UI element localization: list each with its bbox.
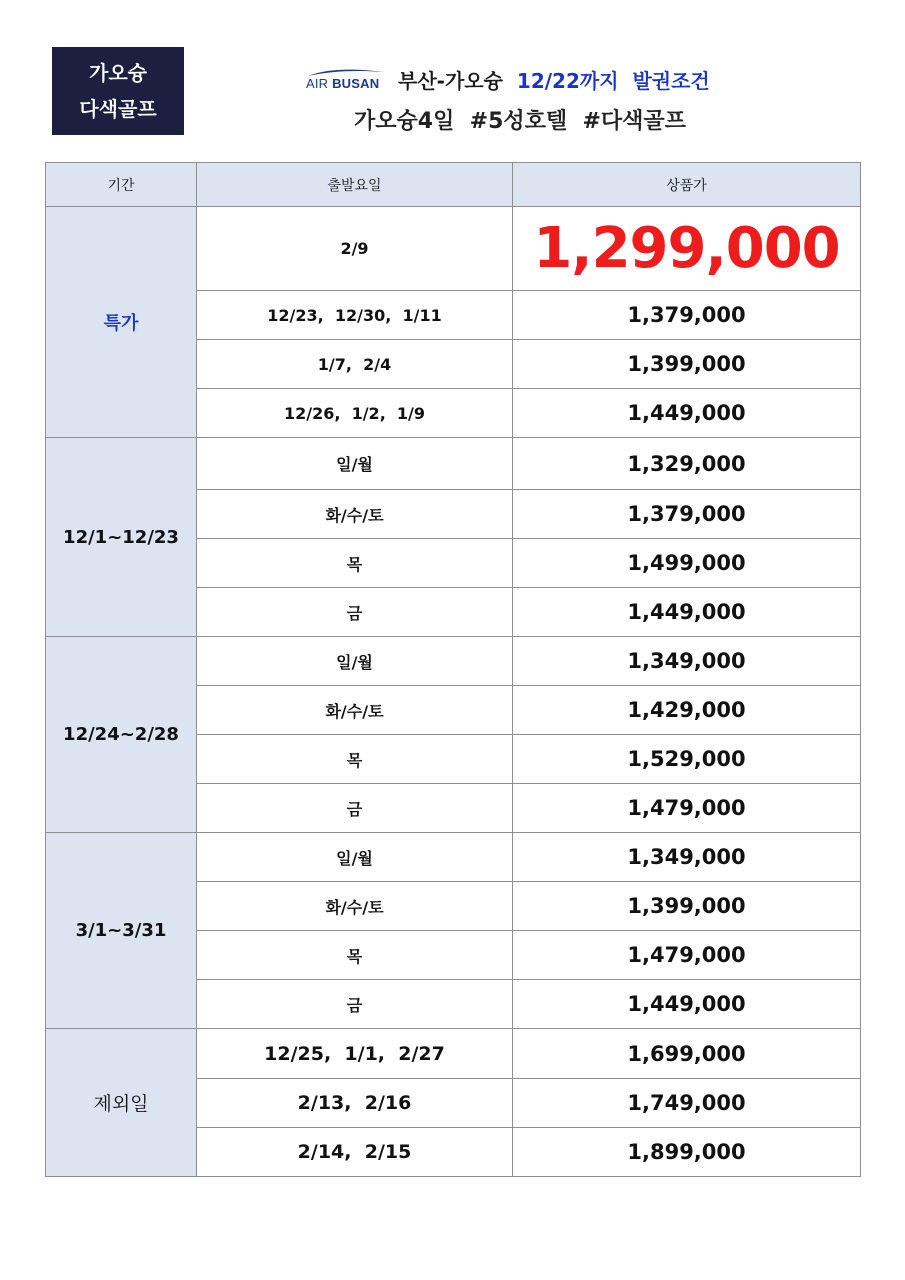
- departure-cell: 목: [197, 539, 513, 588]
- departure-cell: 목: [197, 931, 513, 980]
- air-busan-logo: [306, 68, 386, 91]
- price-cell: 1,899,000: [513, 1128, 861, 1177]
- price-cell: 1,349,000: [513, 833, 861, 882]
- badge-line-1: 가오슝: [89, 61, 147, 85]
- price-cell: 1,449,000: [513, 980, 861, 1029]
- price-cell: 1,749,000: [513, 1079, 861, 1128]
- table-row: [46, 833, 861, 882]
- departure-cell: 2/9: [197, 207, 513, 291]
- departure-cell: 금: [197, 588, 513, 637]
- airline-name: BUSAN: [332, 75, 380, 91]
- departure-cell: 화/수/토: [197, 686, 513, 735]
- departure-cell: 12/25, 1/1, 2/27: [197, 1029, 513, 1079]
- period-cell: 제외일: [46, 1029, 197, 1177]
- departure-cell: 2/14, 2/15: [197, 1128, 513, 1177]
- period-cell: 12/1~12/23: [46, 438, 197, 637]
- price-cell: 1,429,000: [513, 686, 861, 735]
- table-row: [46, 637, 861, 686]
- departure-cell: 일/월: [197, 438, 513, 490]
- price-cell: 1,479,000: [513, 931, 861, 980]
- price-table: [45, 162, 861, 1177]
- departure-cell: 금: [197, 784, 513, 833]
- price-cell: 1,529,000: [513, 735, 861, 784]
- price-cell: 1,449,000: [513, 389, 861, 438]
- ticketing-condition: 12/22까지 발권조건: [516, 68, 710, 93]
- period-cell: 특가: [46, 207, 197, 438]
- price-cell: 1,329,000: [513, 438, 861, 490]
- departure-cell: 목: [197, 735, 513, 784]
- airline-prefix: AIR: [306, 75, 329, 91]
- departure-cell: 12/23, 12/30, 1/11: [197, 291, 513, 340]
- price-cell: 1,499,000: [513, 539, 861, 588]
- highlight-price-cell: 1,299,000: [513, 207, 861, 291]
- price-cell: 1,379,000: [513, 291, 861, 340]
- departure-cell: 일/월: [197, 637, 513, 686]
- table-row: [46, 438, 861, 490]
- route-text: 부산-가오슝: [398, 68, 503, 93]
- price-cell: 1,399,000: [513, 340, 861, 389]
- departure-cell: 금: [197, 980, 513, 1029]
- departure-cell: 12/26, 1/2, 1/9: [197, 389, 513, 438]
- period-cell: 12/24~2/28: [46, 637, 197, 833]
- table-header-row: [46, 163, 861, 207]
- badge-line-2: 다색골프: [79, 97, 157, 121]
- column-header-period: 기간: [46, 163, 197, 207]
- price-cell: 1,379,000: [513, 490, 861, 539]
- departure-cell: 화/수/토: [197, 490, 513, 539]
- departure-cell: 1/7, 2/4: [197, 340, 513, 389]
- departure-cell: 일/월: [197, 833, 513, 882]
- table-row: [46, 207, 861, 291]
- price-cell: 1,449,000: [513, 588, 861, 637]
- column-header-departure: 출발요일: [197, 163, 513, 207]
- price-cell: 1,699,000: [513, 1029, 861, 1079]
- price-cell: 1,479,000: [513, 784, 861, 833]
- header-line-1: [306, 62, 710, 96]
- period-cell: 3/1~3/31: [46, 833, 197, 1029]
- departure-cell: 2/13, 2/16: [197, 1079, 513, 1128]
- column-header-price: 상품가: [513, 163, 861, 207]
- table-row: [46, 1029, 861, 1079]
- product-subtitle: 가오슝4일 #5성호텔 #다색골프: [354, 109, 686, 134]
- price-cell: 1,399,000: [513, 882, 861, 931]
- price-cell: 1,349,000: [513, 637, 861, 686]
- departure-cell: 화/수/토: [197, 882, 513, 931]
